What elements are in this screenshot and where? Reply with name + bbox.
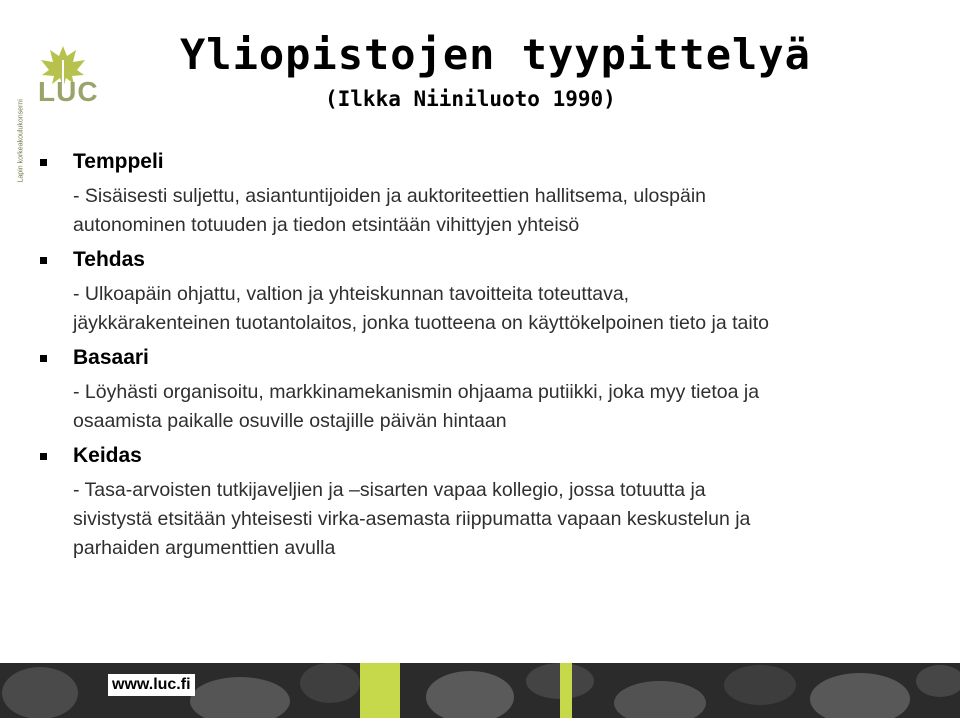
description-line: - Löyhästi organisoitu, markkinamekanismin ohjaama putiikki, joka myy tietoa ja [73,381,760,403]
logo-vertical-label: Lapin korkeakoulukonserni [17,99,25,183]
section-heading [40,442,940,470]
square-bullet-icon [40,453,47,460]
section-heading-text: Basaari [73,346,149,369]
square-bullet-icon [40,257,47,264]
description-line: - Ulkoapäin ohjattu, valtion ja yhteiskunnan tavoitteita toteuttava, [73,283,630,305]
section-heading [40,344,940,372]
section-heading-text: Keidas [73,444,142,467]
section-description [73,280,933,338]
section-heading-text: Tehdas [73,248,145,271]
section-keidas [40,442,940,563]
description-line: osaamista paikalle osuville ostajille päivän hintaan [73,410,507,432]
slide-content [40,148,940,569]
description-line: - Sisäisesti suljettu, asiantuntijoiden ja auktoriteettien hallitsema, ulospäin [73,185,707,207]
section-description [73,182,933,240]
section-description [73,378,933,436]
description-line: parhaiden argumenttien avulla [73,537,336,559]
section-temppeli [40,148,940,240]
logo-text: LUC [38,76,99,107]
footer-url: www.luc.fi [108,674,195,696]
section-description [73,476,933,563]
page-subtitle: (Ilkka Niiniluoto 1990) [325,87,616,111]
description-line: sivistystä etsitään yhteisesti virka-asemasta riippumatta vapaan keskustelun ja [73,508,751,530]
page-title: Yliopistojen tyypittelyä [180,30,811,79]
description-line: autonominen totuuden ja tiedon etsintään vihittyjen yhteisö [73,214,580,236]
logo-vertical-text [16,99,26,184]
description-line: - Tasa-arvoisten tutkijaveljien ja –sisarten vapaa kollegio, jossa totuutta ja [73,479,706,501]
section-basaari [40,344,940,436]
description-line: jäykkärakenteinen tuotantolaitos, jonka tuotteena on käyttökelpoinen tieto ja taito [73,312,769,334]
section-heading [40,148,940,176]
section-heading-text: Temppeli [73,150,164,173]
square-bullet-icon [40,355,47,362]
section-tehdas [40,246,940,338]
section-heading [40,246,940,274]
square-bullet-icon [40,159,47,166]
